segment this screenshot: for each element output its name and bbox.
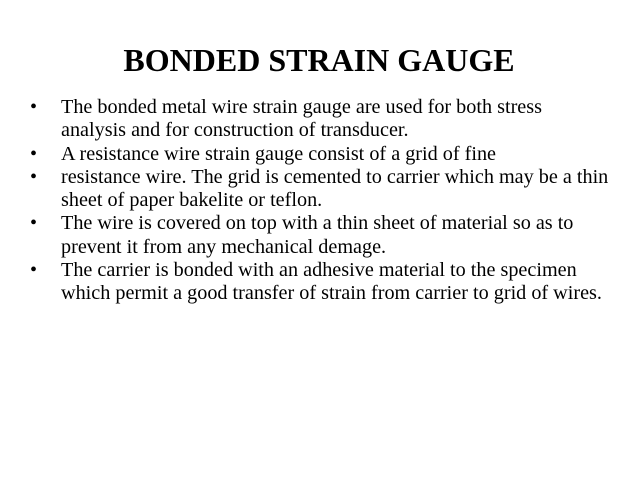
bullet-icon: • <box>30 165 38 188</box>
bullet-icon: • <box>30 259 38 282</box>
bullet-item <box>30 143 610 166</box>
bullet-text: The bonded metal wire strain gauge are used for both stress analysis and for construction of transducer. <box>61 96 542 142</box>
bullet-item <box>30 96 610 143</box>
bullet-item <box>30 259 610 306</box>
bullet-icon: • <box>30 142 38 165</box>
bullet-icon: • <box>30 212 38 235</box>
bullet-text: The carrier is bonded with an adhesive material to the specimen which permit a good transfer of strain from carrier to grid of wires. <box>61 259 602 305</box>
bullet-item <box>30 166 610 213</box>
bullet-icon: • <box>30 96 38 118</box>
bullet-text: A resistance wire strain gauge consist of a grid of fine <box>61 142 497 165</box>
bullet-text: resistance wire. The grid is cemented to carrier which may be a thin sheet of paper bakelite or teflon. <box>61 165 609 212</box>
slide-title: BONDED STRAIN GAUGE <box>123 42 515 78</box>
bullet-list <box>30 96 610 306</box>
bullet-text: The wire is covered on top with a thin sheet of material so as to prevent it from any mechanical demage. <box>61 212 574 258</box>
bullet-item <box>30 212 610 259</box>
